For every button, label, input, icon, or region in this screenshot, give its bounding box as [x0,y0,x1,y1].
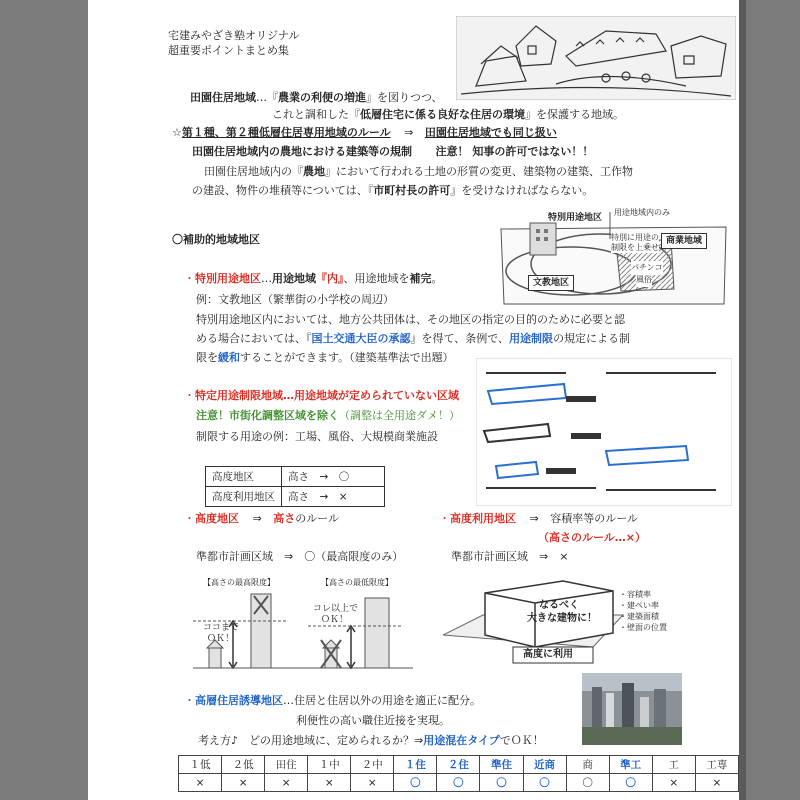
fig-max-text2: ＯＫ！ [207,634,235,644]
denen-teisou: 低層住宅に係る良好な住居の環境 [360,108,525,121]
zone-header-cell: １低 [179,756,222,774]
city-aerial-photo [582,673,682,745]
tokutei-caution-note: （調整は全用途ダメ！） [339,409,460,422]
page-shadow [739,0,746,800]
zone-value-cell: × [179,774,222,792]
bullet: ・ [184,512,195,525]
zone-header-cell: ２低 [222,756,265,774]
zone-header-cell: ２中 [351,756,394,774]
zone-value-cell: 〇 [523,774,566,792]
zone-value-cell: 〇 [609,774,652,792]
tokubetsu-d3 [196,351,454,365]
bullet: ・ [184,694,195,707]
diagram-ban: 風俗 [636,273,652,287]
zone-header-cell: ２住 [437,756,480,774]
tokubetsu-d2b: 』を得て、条例で、 [410,332,510,345]
tokubetsu-d2a: める場合においては、『 [196,332,312,345]
denen-line2b: 』を保護する地域。 [525,108,624,121]
fig-max-label: 【高さの最高限度】 [203,578,275,587]
kousou-ok: でＯＫ！ [499,734,544,747]
diagram-youto-label: 用途地域内のみ [614,208,670,217]
zone-value-cell: × [652,774,695,792]
denen-line2 [272,108,624,122]
zone-header-cell: １住 [394,756,437,774]
koudo-line [184,512,339,526]
zone-value-cell: 〇 [394,774,437,792]
denen-permit: 市町村長の許可 [373,184,451,197]
zone-value-cell: × [351,774,394,792]
diagram-kasane2: 制限を上乗せ [611,243,659,252]
kousou-rest: …住居と住居以外の用途を適正に配分。 [283,694,481,707]
fig-min-label: 【高さの最低限度】 [321,578,393,587]
zone-header-cell: 準工 [609,756,652,774]
box-text2: 大きな建物に！ [527,613,597,624]
table-row [179,774,739,792]
tokubetsu-d3b: することができます。（建築基準法で出題） [240,351,454,364]
height-limit-figures [193,576,413,676]
kousou-think-text: 考え方♪ どの用途地域に、定められるか？⇒ [198,734,424,747]
high-utilization-figure [443,575,667,670]
kousou-line2: 利便性の高い職住近接を実現。 [296,714,450,727]
tokubetsu-d2 [196,332,630,346]
denen-kisei: 田園住居地域内の農地における建築等の規制 [192,145,412,158]
zone-value-cell: × [265,774,308,792]
denen-dots: …『 [256,91,278,104]
fig-min-text2: ＯＫ！ [321,615,349,625]
tokubetsu-nai: 『内』 [316,272,344,285]
arrow-right-icon: ⇒ [404,126,414,139]
denen-body2 [192,184,593,198]
zone-value-cell: 〇 [437,774,480,792]
denen-kisei-line [192,145,593,159]
list-item: ・容積率 [619,590,651,599]
table-row [206,467,385,487]
denen-body1a: 田園住居地域内の『 [204,165,303,178]
zoning-overlay-diagram [496,209,731,306]
tokutei-line [184,389,459,403]
box-text1: なるべく [539,600,579,611]
diagram-pachinko: パチンコ [631,261,663,275]
koudo-takasa: 高さ [273,512,296,525]
tokubetsu-d1: 特別用途地区内においては、地方公共団体は、その地区の指定の目的のために必要と認 [196,313,625,326]
zone-value-cell: 〇 [566,774,609,792]
zone-header-cell: 工 [652,756,695,774]
tokubetsu-hokan: 補完 [409,272,432,285]
tokubetsu-line [184,272,443,286]
tokubetsu-kanwa: 緩和 [218,351,240,364]
tokutei-name: 特定用途制限地域 [195,389,283,402]
header-line2: 超重要ポイントまとめ集 [168,44,289,57]
bullet: ・ [184,389,195,402]
denen-body2a: の建設、物件の堆積等については、『 [192,184,374,197]
tokubetsu-part2: 、用途地域を [343,272,410,285]
table-row [179,756,739,774]
height-rule-table [205,466,385,507]
denen-body1b: 』において行われる土地の形質の変更、建築物の建築、工作物 [325,165,633,178]
bullet: ・ [184,272,195,285]
denen-rule [172,126,557,140]
tokubetsu-approval: 国土交通大臣の承認 [311,332,411,345]
denen-nouchi: 農地 [303,165,325,178]
list-item: ・建築面積 [619,612,659,621]
table-cell: 高さ → × [282,487,385,507]
kousou-name: 高層住居誘導地区 [195,694,283,707]
diagram-shougyou: 商業地域 [661,233,707,249]
diagram-kasane1: 特別に用途の [611,233,659,242]
koudoriyou-rule: 容積率等のルール [550,512,638,525]
document-page [88,0,739,800]
tokubetsu-d2c: の規定による制 [553,332,631,345]
zoning-overlay-shapes [496,209,731,306]
tokubetsu-name: 特別用途地区 [195,272,261,285]
rule-result: 田園住居地域でも同じ扱い [424,126,557,139]
koudoriyou-name: 高度利用地区 [450,512,516,525]
tokutei-caution-line [196,409,460,423]
tokutei-rest: …用途地域が定められていない区域 [283,389,459,402]
arrow-right-icon: ⇒ [529,512,539,525]
box-caption: 高度に利用 [523,649,573,660]
diagram-tokubetsu-label: 特別用途地区 [548,213,603,223]
tokubetsu-end: 。 [431,272,443,285]
table-cell: 高度地区 [206,467,282,487]
hojo-title: 〇補助的地域地区 [172,233,260,246]
denen-line2a: これと調和した『 [272,108,360,121]
bullet: ・ [439,512,450,525]
tokubetsu-example: 例：文教地区（繁華街の小学校の周辺） [196,293,394,306]
denen-rest1: 』を図りつつ、 [366,91,443,104]
denen-body1 [204,165,633,179]
denen-caution: 注意！ 知事の許可ではない！！ [435,145,594,158]
tokubetsu-dots: … [261,272,272,285]
denen-title: 田園住居地域 [190,91,256,104]
handwritten-board-sketch [476,358,732,506]
zone-value-cell: × [308,774,351,792]
diagram-bunkyou: 文教地区 [528,275,574,291]
zone-header-cell: 商 [566,756,609,774]
koudo-junto: 準都市計画区域 ⇒ 〇（最高限度のみ） [196,550,404,563]
kousou-line [184,694,481,708]
table-row [206,487,385,507]
zone-value-cell: × [695,774,738,792]
table-cell: 高度利用地区 [206,487,282,507]
koudoriyou-note: （高さのルール…×） [538,531,646,544]
koudoriyou-junto: 準都市計画区域 ⇒ × [451,550,569,563]
koudoriyou-line [439,512,638,526]
star-icon: ☆ [172,126,182,139]
tokutei-caution: 注意！市街化調整区域を除く [196,409,339,422]
zone-value-cell: 〇 [480,774,523,792]
zone-header-cell: 田住 [265,756,308,774]
zone-header-cell: 工専 [695,756,738,774]
kousou-think [198,734,544,748]
koudo-name: 高度地区 [195,512,239,525]
denen-nougyou: 農業の利便の増進 [278,91,366,104]
rule-text: 第１種、第２種低層住居専用地域のルール [181,126,391,139]
rural-houses-sketch [456,16,736,100]
koudo-rule: のルール [295,512,339,525]
kousou-mixed: 用途混在タイプ [423,734,500,747]
tokubetsu-seigen: 用途制限 [509,332,554,345]
denen-line1 [190,91,443,105]
zone-value-cell: × [222,774,265,792]
zone-header-cell: 近商 [523,756,566,774]
tokubetsu-d3a: 限を [196,351,218,364]
header-line1: 宅建みやざき塾オリジナル [168,29,300,42]
zone-table [178,755,739,792]
denen-body2b: 』を受けなければならない。 [450,184,594,197]
zone-header-cell: 準住 [480,756,523,774]
fig-min-text1: コレ以上で [313,604,359,614]
fig-max-text1: ココまで [203,623,240,633]
list-item: ・壁面の位置 [619,623,667,632]
tokutei-example: 制限する用途の例：工場、風俗、大規模商業施設 [196,430,438,443]
arrow-right-icon: ⇒ [252,512,262,525]
table-cell: 高さ → 〇 [282,467,385,487]
list-item: ・建ぺい率 [619,601,659,610]
zone-header-cell: １中 [308,756,351,774]
tokubetsu-part1: 用途地域 [272,272,316,285]
